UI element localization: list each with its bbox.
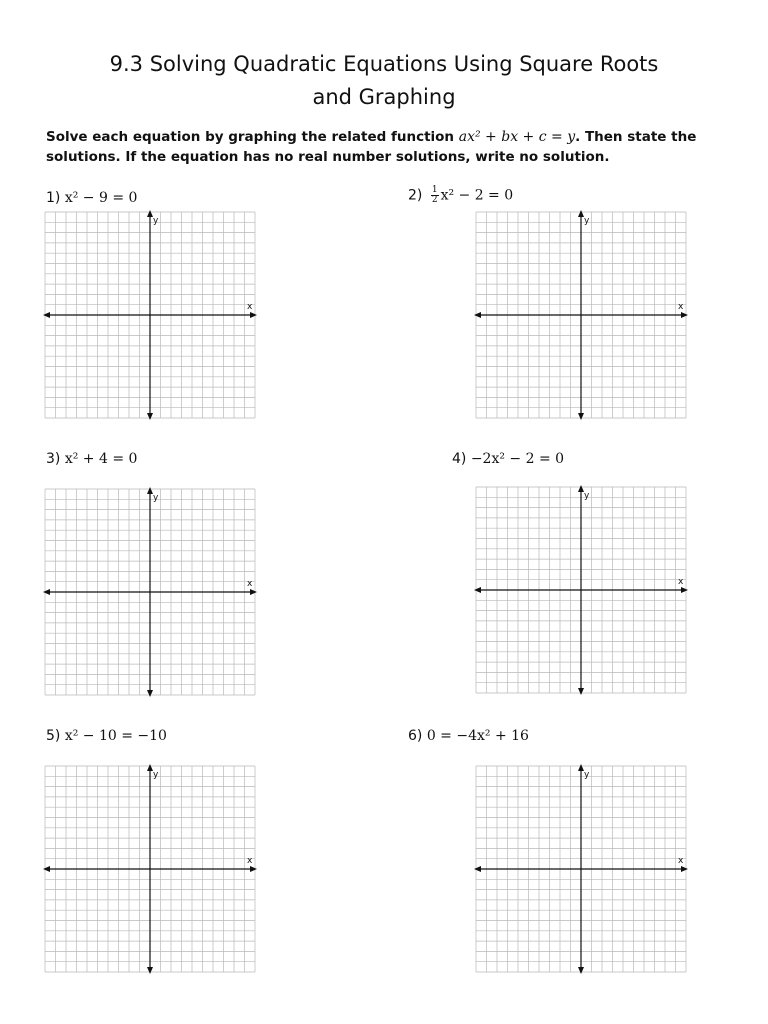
worksheet-title-line-1: 9.3 Solving Quadratic Equations Using Square Roots	[109, 52, 659, 76]
problem-equation: x² + 4 = 0	[64, 451, 138, 467]
x-axis-label: x	[247, 302, 253, 312]
problem-number: 4)	[452, 451, 467, 467]
problem-3	[46, 451, 137, 467]
x-axis-left-arrow	[43, 312, 50, 318]
x-axis-label: x	[678, 856, 684, 866]
instructions-text-1: Solve each equation by graphing the related function	[46, 129, 459, 145]
x-axis-right-arrow	[250, 866, 257, 872]
y-axis-down-arrow	[578, 688, 584, 695]
problem-1	[46, 190, 137, 206]
x-axis-left-arrow	[474, 866, 481, 872]
y-axis-down-arrow	[147, 967, 153, 974]
x-axis-left-arrow	[43, 589, 50, 595]
problem-number: 2)	[408, 187, 423, 204]
y-axis-down-arrow	[147, 413, 153, 420]
y-axis-down-arrow	[147, 690, 153, 697]
y-axis-label: y	[153, 216, 159, 226]
x-axis-right-arrow	[681, 312, 688, 318]
y-axis-label: y	[584, 216, 590, 226]
instructions-text-2: . Then state the solutions. If the equation has no real number solutions, write no solution.	[46, 129, 697, 165]
y-axis-label: y	[584, 491, 590, 501]
fraction-denominator: 2	[431, 195, 438, 205]
problem-5	[46, 728, 167, 744]
problem-4	[452, 451, 564, 467]
coordinate-grid-4[interactable]	[475, 486, 687, 694]
y-axis-down-arrow	[578, 413, 584, 420]
problem-number: 6)	[408, 728, 423, 744]
instructions-formula: ax² + bx + c = y	[458, 129, 576, 145]
x-axis-right-arrow	[681, 587, 688, 593]
y-axis-label: y	[584, 770, 590, 780]
x-axis-label: x	[678, 577, 684, 587]
y-axis-label: y	[153, 770, 159, 780]
problem-2	[408, 186, 513, 205]
y-axis-label: y	[153, 493, 159, 503]
problem-6	[408, 728, 529, 744]
x-axis-label: x	[247, 856, 253, 866]
y-axis-down-arrow	[578, 967, 584, 974]
problem-equation: −2x² − 2 = 0	[470, 451, 565, 467]
fraction-numerator: 1	[431, 185, 438, 195]
coordinate-grid-2[interactable]	[475, 211, 687, 419]
x-axis-label: x	[678, 302, 684, 312]
coordinate-grid-3[interactable]	[44, 488, 256, 696]
x-axis-left-arrow	[474, 587, 481, 593]
x-axis-right-arrow	[250, 589, 257, 595]
coordinate-grid-5[interactable]	[44, 765, 256, 973]
problem-number: 1)	[46, 190, 61, 206]
problem-number: 5)	[46, 728, 61, 744]
problem-equation: x² − 10 = −10	[64, 728, 167, 744]
x-axis-right-arrow	[681, 866, 688, 872]
x-axis-left-arrow	[474, 312, 481, 318]
x-axis-right-arrow	[250, 312, 257, 318]
problem-number: 3)	[46, 451, 61, 467]
instructions	[46, 127, 736, 167]
fraction-coefficient	[431, 186, 439, 205]
coordinate-grid-6[interactable]	[475, 765, 687, 973]
x-axis-label: x	[247, 579, 253, 589]
worksheet-title-line-2: and Graphing	[312, 85, 456, 109]
coordinate-grid-1[interactable]	[44, 211, 256, 419]
problem-equation: x² − 2 = 0	[440, 187, 514, 204]
problem-equation: x² − 9 = 0	[64, 190, 138, 206]
x-axis-left-arrow	[43, 866, 50, 872]
problem-equation: 0 = −4x² + 16	[426, 728, 529, 744]
